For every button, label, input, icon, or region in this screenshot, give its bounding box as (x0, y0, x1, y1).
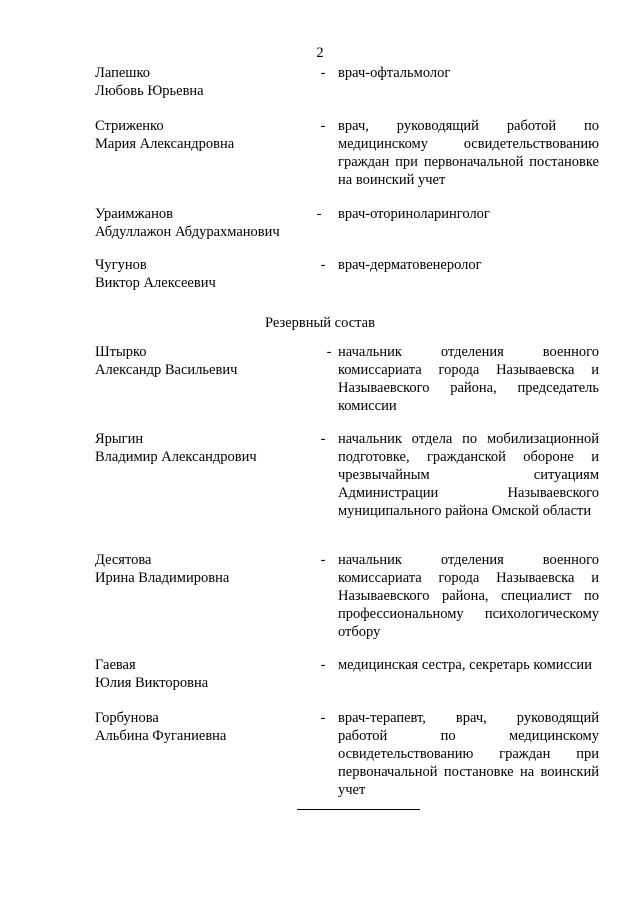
member-role: начальник отделения военного комиссариата города Называевска и Называевского района, председатель комиссии (338, 344, 599, 414)
separator-dash: - (320, 431, 326, 447)
member-role: начальник отделения военного комиссариата города Называевска и Называевского района, специалист по профессиональному психологическому отбору (338, 552, 599, 640)
member-role: врач-терапевт, врач, руководящий работой по медицинскому освидетельствованию граждан при первоначальной постановке на воинский учет (338, 710, 599, 798)
member-given-names: Владимир Александрович (95, 449, 257, 465)
member-name (95, 551, 310, 587)
separator-dash: - (320, 710, 326, 726)
member-surname: Горбунова (95, 710, 159, 726)
member-given-names: Абдуллажон Абдурахманович (95, 224, 280, 240)
member-role: врач-офтальмолог (338, 65, 451, 81)
separator-dash: - (320, 118, 326, 134)
member-surname: Штырко (95, 344, 147, 360)
member-role: врач-дерматовенеролог (338, 257, 482, 273)
member-given-names: Александр Васильевич (95, 362, 238, 378)
member-name (95, 343, 310, 379)
member-surname: Лапешко (95, 65, 150, 81)
separator-dash: - (326, 344, 332, 360)
member-name (95, 256, 310, 292)
member-given-names: Альбина Фуганиевна (95, 728, 227, 744)
closing-rule (297, 809, 420, 810)
member-surname: Ярыгин (95, 431, 144, 447)
member-surname: Чугунов (95, 257, 147, 273)
member-name (95, 430, 310, 466)
member-surname: Стриженко (95, 118, 164, 134)
member-role: медицинская сестра, секретарь комиссии (338, 657, 592, 673)
member-given-names: Мария Александровна (95, 136, 235, 152)
member-role: врач, руководящий работой по медицинскому освидетельствованию граждан при первоначальной постановке на воинский учет (338, 118, 599, 188)
member-given-names: Юлия Викторовна (95, 675, 209, 691)
member-name (95, 656, 310, 692)
member-surname: Десятова (95, 552, 152, 568)
separator-dash: - (320, 257, 326, 273)
member-role: начальник отдела по мобилизационной подготовке, гражданской обороне и чрезвычайным ситуациям Администрации Называевского муниципального района Омской области (338, 431, 599, 519)
page-number: 2 (316, 45, 324, 61)
separator-dash: - (320, 657, 326, 673)
member-given-names: Виктор Алексеевич (95, 275, 216, 291)
member-name (95, 709, 310, 745)
member-role: врач-оториноларинголог (338, 206, 490, 222)
separator-dash: - (320, 65, 326, 81)
member-surname: Ураимжанов (95, 206, 173, 222)
member-given-names: Ирина Владимировна (95, 570, 230, 586)
member-surname: Гаевая (95, 657, 136, 673)
separator-dash: - (316, 206, 322, 222)
member-name (95, 205, 310, 241)
separator-dash: - (320, 552, 326, 568)
member-name (95, 117, 310, 153)
section-title: Резервный состав (265, 315, 375, 331)
member-given-names: Любовь Юрьевна (95, 83, 204, 99)
member-name (95, 64, 310, 100)
